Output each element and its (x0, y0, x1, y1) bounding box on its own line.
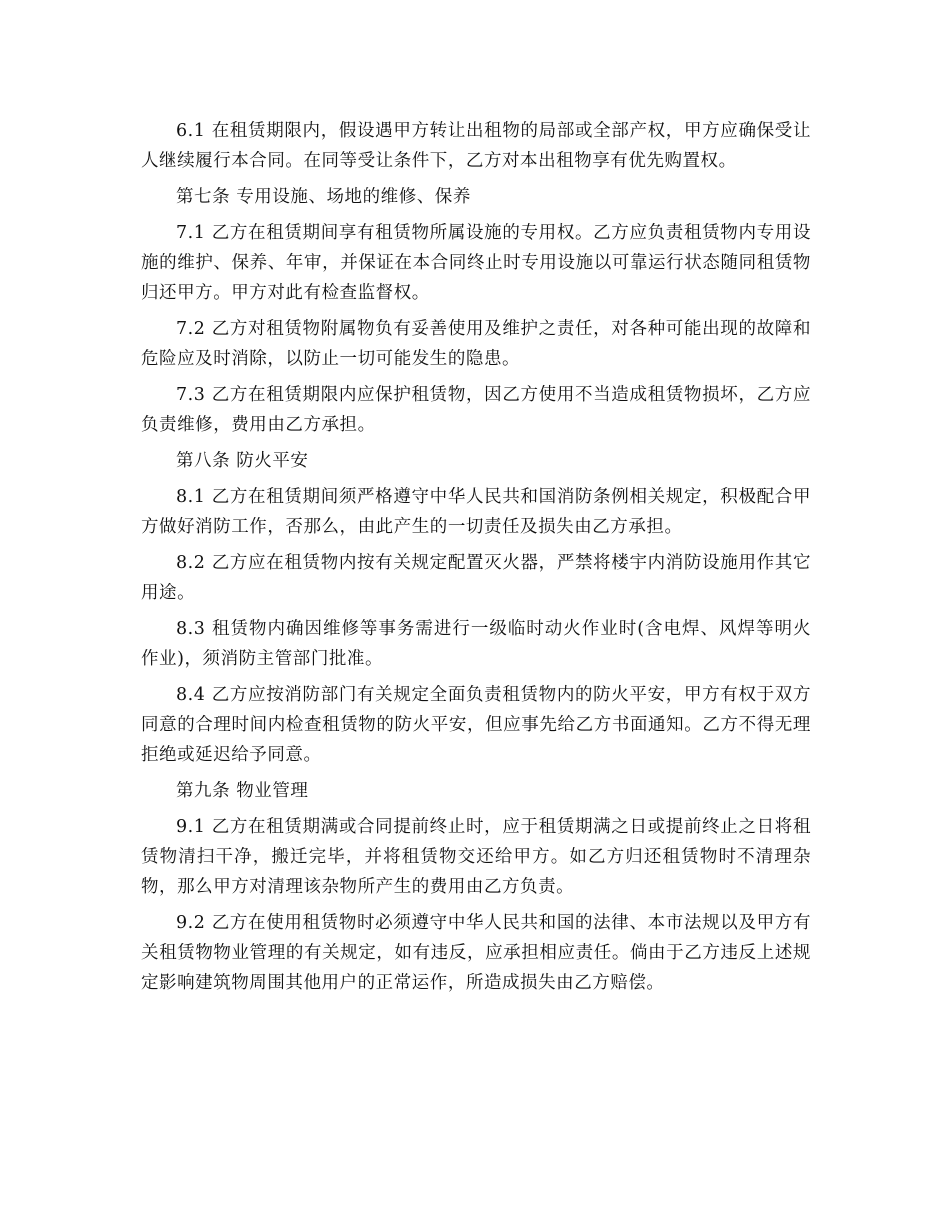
article-8-heading: 第八条 防火平安 (176, 451, 309, 471)
article-9-heading: 第九条 物业管理 (176, 781, 309, 801)
clause-6-1: 6.1 在租赁期限内，假设遇甲方转让出租物的局部或全部产权，甲方应确保受让人继续履行本合同。在同等受让条件下，乙方对本出租物享有优先购置权。 (141, 121, 811, 171)
clause-9-1: 9.1 乙方在租赁期满或合同提前终止时，应于租赁期满之日或提前终止之日将租赁物清扫干净，搬迁完毕，并将租赁物交还给甲方。如乙方归还租赁物时不清理杂物，那么甲方对清理该杂物所产生的费用由乙方负责。 (141, 817, 811, 897)
clause-7-1: 7.1 乙方在租赁期间享有租赁物所属设施的专用权。乙方应负责租赁物内专用设施的维护、保养、年审，并保证在本合同终止时专用设施以可靠运行状态随同租赁物归还甲方。甲方对此有检查监督权。 (141, 223, 811, 303)
clause-8-4: 8.4 乙方应按消防部门有关规定全面负责租赁物内的防火平安，甲方有权于双方同意的合理时间内检查租赁物的防火平安，但应事先给乙方书面通知。乙方不得无理拒绝或延迟给予同意。 (141, 685, 811, 765)
clause-7-3: 7.3 乙方在租赁期限内应保护租赁物，因乙方使用不当造成租赁物损坏，乙方应负责维修，费用由乙方承担。 (141, 385, 811, 435)
article-7-heading: 第七条 专用设施、场地的维修、保养 (176, 187, 471, 207)
clause-8-1: 8.1 乙方在租赁期间须严格遵守中华人民共和国消防条例相关规定，积极配合甲方做好消防工作，否那么，由此产生的一切责任及损失由乙方承担。 (141, 487, 811, 537)
clause-8-3: 8.3 租赁物内确因维修等事务需进行一级临时动火作业时(含电焊、风焊等明火作业)，须消防主管部门批准。 (141, 619, 811, 669)
clause-7-2: 7.2 乙方对租赁物附属物负有妥善使用及维护之责任，对各种可能出现的故障和危险应及时消除，以防止一切可能发生的隐患。 (141, 319, 811, 369)
clause-9-2: 9.2 乙方在使用租赁物时必须遵守中华人民共和国的法律、本市法规以及甲方有关租赁物物业管理的有关规定，如有违反，应承担相应责任。倘由于乙方违反上述规定影响建筑物周围其他用户的正常运作，所造成损失由乙方赔偿。 (141, 913, 811, 993)
document-page (141, 116, 811, 1004)
clause-8-2: 8.2 乙方应在租赁物内按有关规定配置灭火器，严禁将楼宇内消防设施用作其它用途。 (141, 553, 811, 603)
